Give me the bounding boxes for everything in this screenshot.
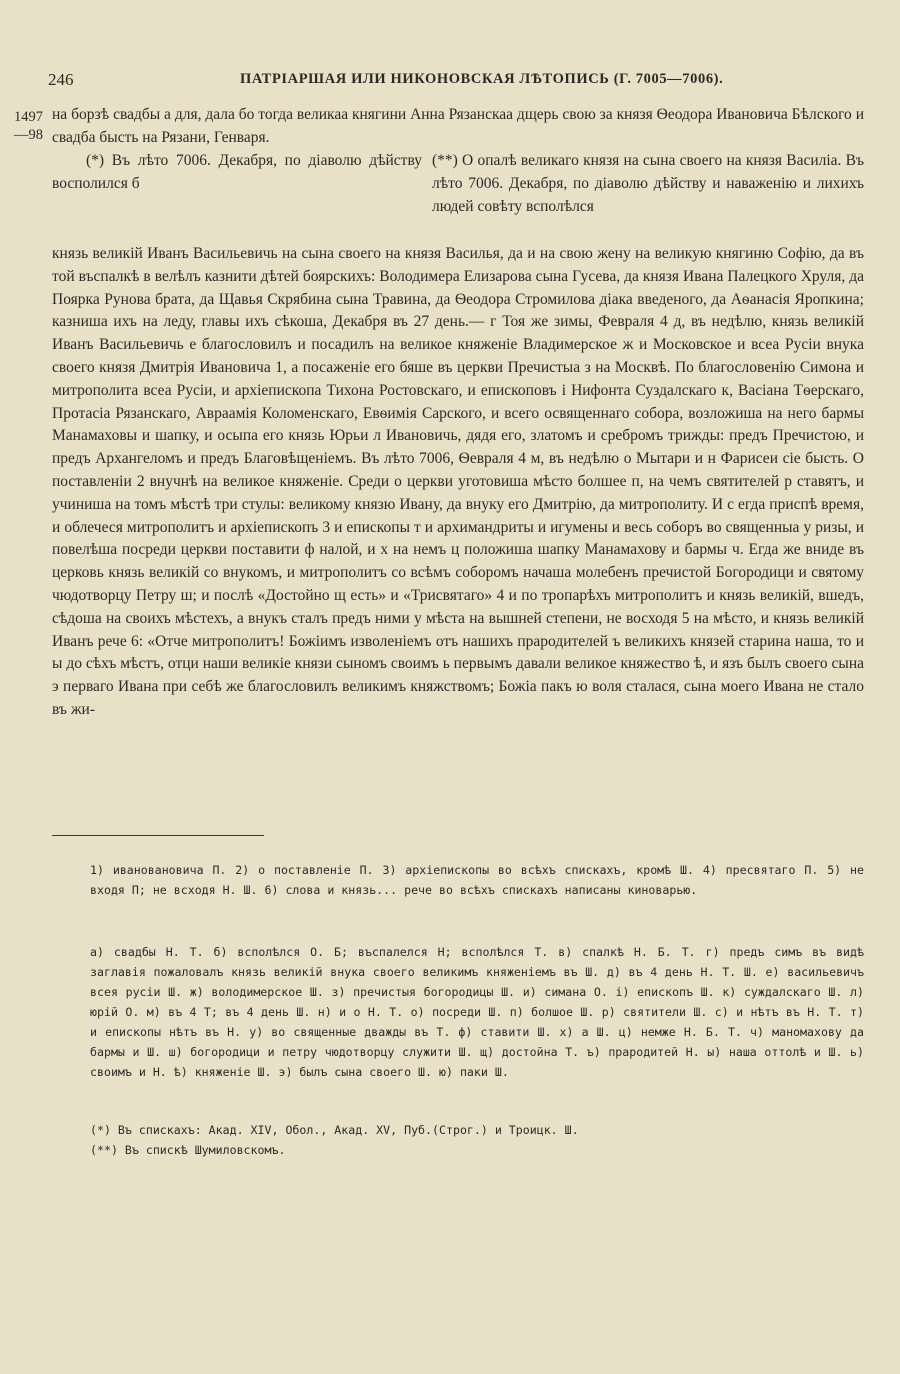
- source-note-2: (**) Въ спискѣ Шумиловскомъ.: [90, 1143, 286, 1157]
- page-number: 246: [48, 70, 74, 89]
- opening-paragraph: на борзѣ свадбы а для, дала бо тогда великаа княгини Анна Рязанскаа дщерь свою за князя Ѳеодора Ивановича Бѣлского и свадба бысть на Рязани, Генваря.: [52, 106, 864, 146]
- numbered-footnotes: 1) ивановановича П. 2) о поставленіе П. 3) архіепископы во всѣхъ спискахъ, кромѣ Ш. 4) пресвятаго П. 5) не входя П; не всходя Н. Ш. 6) слова и князь... рече во всѣхъ спискахъ написаны киноварью.: [90, 863, 864, 897]
- footnote-divider: [52, 835, 264, 836]
- running-head: [48, 70, 852, 94]
- main-text: князь великій Иванъ Васильевичь на сына своего на князя Василья, да и на свою жену на великую княгиню Софію, да въ той въспалкѣ в велѣлъ казнити дѣтей боярскихъ: Володимера Елизарова сына Гусева, да князя Ивана Палецкого Хруля, да Поярка Рунова брата, да Щавья Скрябина сына Травина, да Ѳеодора Стромилова діака введеного, да Аѳанасія Яропкина; казниша ихъ на леду, главы ихъ сѣкоша, Декабря въ 27 день.— г Тоя же зимы, Февраля 4 д, въ недѣлю, князь великій Иванъ Васильевичь е благословилъ и посадилъ на великое княженіе Владимерское ж и Московское и всеа Русіи внука своего князя Дмитрія Ивановича 1, а посаженіе его бяше въ церкви Пречистыа з на Москвѣ. По благословенію Симона и митрополита всеа Русіи, и архіепископа Тихона Ростовскаго, и епископовъ і Нифонта Суздалскаго к, Васіана Тѳерскаго, Протасіа Рязанскаго, Авраамія Коломенскаго, Евѳимія Сарского, и всего освященнаго собора, возложиша на него бармы Манамаховы и шапку, и осыпа его князь Юрьи л Ивановичь, дядя его, златомъ и сребромъ трижды: предъ Пречистою, и предъ Архангеломъ и предъ Благовѣщеніемъ. Въ лѣто 7006, Ѳевраля 4 м, въ недѣлю о Мытари и н Фарисеи сіе бысть. О поставленіи 2 внучнѣ на великое княженіе. Среди о церкви уготовиша мѣсто болшее п, на чемъ святителей р ставятъ, и учиниша на томъ мѣстѣ три стулы: великому князю Ивану, да внуку его Дмитрію, да митрополиту. И с егда приспѣ время, и облечеся митрополитъ и архіепископъ 3 и епископы т и архимандриты и игумены и весь соборъ во священныа у ризы, и повелѣша посреди церкви поставити ф налой, и х на немъ ц положиша шапку Манамахову и бармы ч. Егда же вниде въ церковь князь великій со внукомъ, и митрополитъ со всѣмъ соборомъ начаша молебенъ пречистой Богородици и святому чюдотворцу Петру ш; и послѣ «Достойно щ есть» и «Трисвятаго» 4 и по тропарѣхъ митрополитъ и князь великій, вшедъ, сѣдоша на своихъ мѣстехъ, а внукъ сталъ предъ ними у мѣста на вышней степени, не восходя 5 на мѣсто, и князь великій Иванъ рече 6: «Отче митрополитъ! Божіимъ изволеніемъ отъ нашихъ прародителей ъ великихъ князей старина наша, то и ы до сѣхъ мѣстъ, отци наши великіе князи сыномъ своимъ ь первымъ давали великое княжество ѣ, и язъ былъ своего сына э перваго Ивана при себѣ же благословилъ великимъ княжствомъ; Божіа пакъ ю воля сталася, сына моего Ивана не стало въ жи-: [52, 245, 864, 718]
- running-title: ПАТРІАРШАЯ ИЛИ НИКОНОВСКАЯ ЛѢТОПИСЬ (Г. 7005—7006).: [240, 71, 724, 87]
- margin-year-note: 1497 —98: [14, 109, 43, 143]
- left-column-entry: (*) Въ лѣто 7006. Декабря, по діаволю дѣйству восполился б: [52, 152, 422, 192]
- source-note-1: (*) Въ спискахъ: Акад. XIV, Обол., Акад. XV, Пуб.(Строг.) и Троицк. Ш.: [90, 1123, 579, 1137]
- right-column-entry: (**) О опалѣ великаго князя на сына своего на князя Василіа. Въ лѣто 7006. Декабря, по діаволю дѣйству и наваженію и лихихъ людей совѣту всполѣлся: [432, 152, 864, 215]
- source-notes: [90, 1120, 864, 1160]
- lettered-footnotes: а) свадбы Н. Т. б) всполѣлся О. Б; въспалелся Н; всполѣлся Т. в) спалкѣ Н. Б. Т. г) предъ симъ въ видѣ заглавія пожаловалъ князь великій внука своего великимъ княженіемъ въ Ш. д) въ 4 день Н. Т. Ш. е) васильевичъ всея русіи Ш. ж) володимерское Ш. з) пречистыя богородицы Ш. и) симана О. і) епископъ Ш. к) суждалскаго Ш. л) юрій О. м) въ 4 Т; въ 4 день Ш. н) и о Н. Т. о) посреди Ш. п) болшое Ш. р) святители Ш. с) и нѣтъ въ Н. Т. т) и епископы нѣтъ въ Н. у) во священные дважды въ Т. ф) ставити Ш. х) а Ш. ц) немже Н. Б. Т. ч) маномахову да бармы и Ш. ш) богородици и петру чюдотворцу служити Ш. щ) достойна Т. ъ) прародитей Н. ы) наша оттолѣ и Ш. ь) своимъ и Н. ѣ) княженіе Ш. э) былъ сына своего Ш. ю) паки Ш.: [90, 945, 864, 1079]
